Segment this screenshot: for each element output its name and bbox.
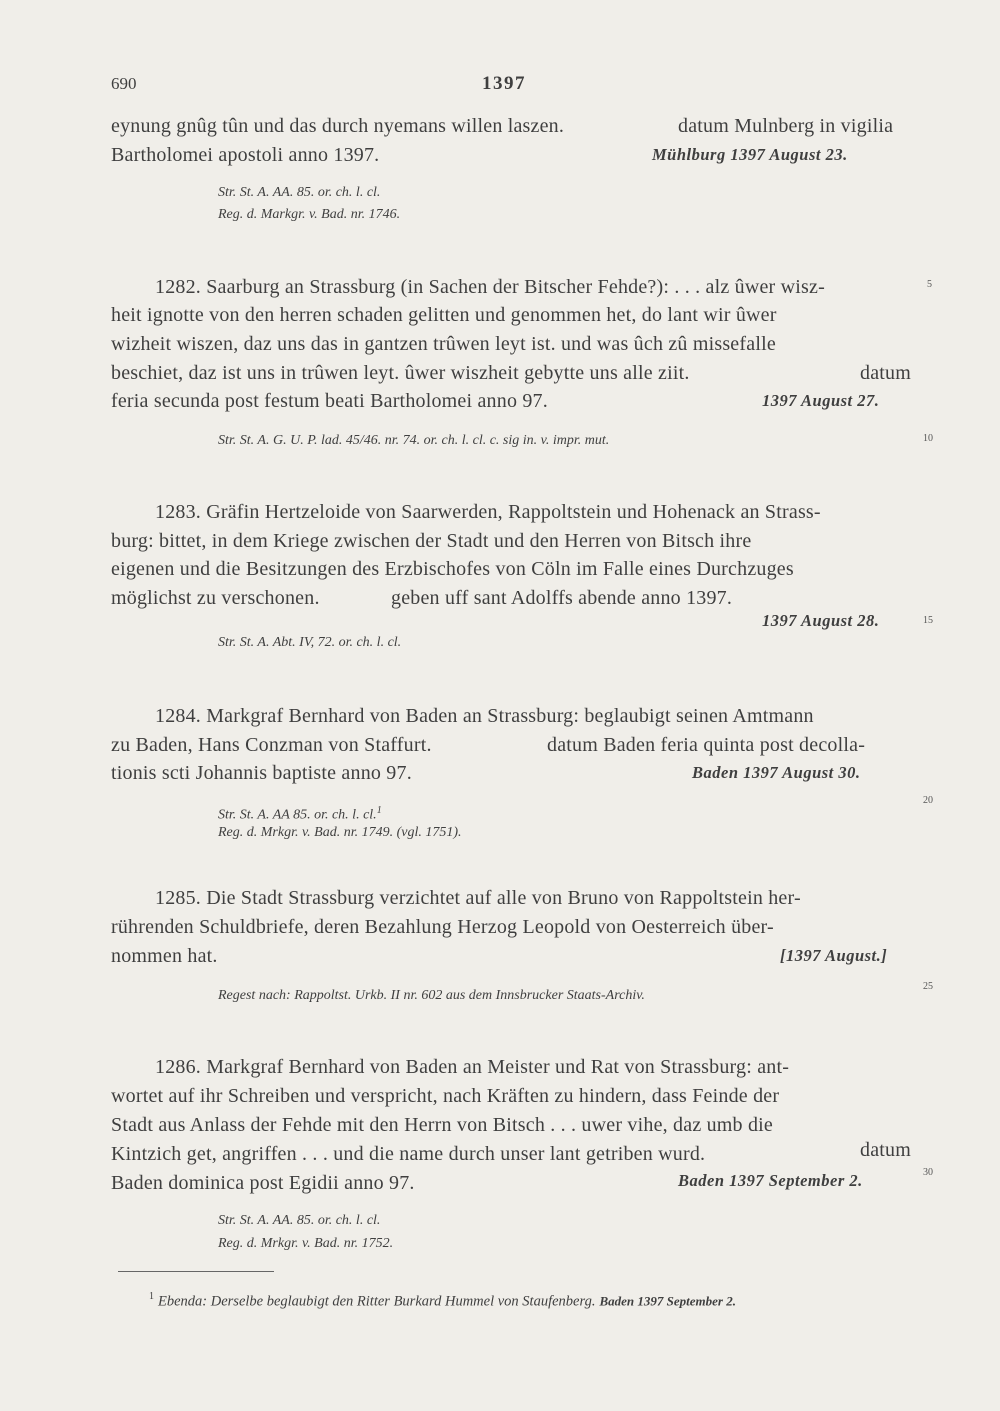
margin-line-number: 20 — [923, 795, 933, 806]
entry-number: 1284. — [155, 705, 201, 727]
entry-1285-heading — [155, 885, 801, 911]
source-line: Reg. d. Markgr. v. Bad. nr. 1746. — [218, 207, 401, 222]
text-line: heit ignotte von den herren schaden gelitten und genommen het, do lant wir ûwer — [111, 304, 777, 326]
text-line: Saarburg an Strassburg (in Sachen der Bitscher Fehde?): . . . alz ûwer wisz- — [206, 276, 825, 298]
entry-date: Baden 1397 August 30. — [692, 763, 861, 782]
text-line: feria secunda post festum beati Bartholomei anno 97. — [111, 390, 548, 412]
margin-line-number: 10 — [923, 433, 933, 444]
source-line: Reg. d. Mrkgr. v. Bad. nr. 1752. — [218, 1236, 394, 1251]
footnote-date: Baden 1397 September 2. — [599, 1293, 736, 1309]
text-line: nommen hat. — [111, 945, 218, 967]
source-line: Str. St. A. Abt. IV, 72. or. ch. l. cl. — [218, 635, 402, 650]
entry-number: 1286. — [155, 1056, 201, 1078]
text-line: Die Stadt Strassburg verzichtet auf alle von Bruno von Rappoltstein her- — [206, 887, 801, 909]
text-line: Kintzich get, angriffen . . . und die name durch unser lant getriben wurd. — [111, 1143, 706, 1165]
text-line: Stadt aus Anlass der Fehde mit den Herrn von Bitsch . . . uwer vihe, daz umb die — [111, 1114, 773, 1136]
margin-line-number: 5 — [927, 279, 932, 290]
entry-1283-heading — [155, 499, 821, 525]
text-line: geben uff sant Adolffs abende anno 1397. — [391, 587, 733, 609]
text-line: datum — [860, 1139, 911, 1161]
entry-number: 1283. — [155, 501, 201, 523]
margin-line-number: 15 — [923, 615, 933, 626]
text-line: datum Baden feria quinta post decolla- — [547, 734, 866, 756]
source-line: Str. St. A. AA. 85. or. ch. l. cl. — [218, 185, 381, 200]
text-line: burg: bittet, in dem Kriege zwischen der Stadt und den Herren von Bitsch ihre — [111, 530, 752, 552]
source-line: Str. St. A. G. U. P. lad. 45/46. nr. 74. or. ch. l. cl. c. sig in. v. impr. mut. — [218, 433, 610, 448]
text-line: eigenen und die Besitzungen des Erzbischofes von Cöln im Falle eines Durchzuges — [111, 558, 794, 580]
text-line: möglichst zu verschonen. — [111, 587, 320, 609]
text-line: Baden dominica post Egidii anno 97. — [111, 1172, 415, 1194]
text-line: rührenden Schuldbriefe, deren Bezahlung Herzog Leopold von Oesterreich über- — [111, 916, 774, 938]
text-line: beschiet, daz ist uns in trûwen leyt. ûwer wiszheit gebytte uns alle ziit. — [111, 362, 690, 384]
margin-line-number: 25 — [923, 981, 933, 992]
text-line: tionis scti Johannis baptiste anno 97. — [111, 762, 412, 784]
entry-date: Mühlburg 1397 August 23. — [652, 145, 848, 164]
entry-date: 1397 August 27. — [762, 391, 880, 410]
text-line: zu Baden, Hans Conzman von Staffurt. — [111, 734, 432, 756]
source-text: Str. St. A. AA 85. or. ch. l. cl. — [218, 807, 377, 823]
margin-line-number: 30 — [923, 1167, 933, 1178]
text-line: datum — [860, 362, 911, 384]
entry-1282-heading — [155, 274, 825, 300]
text-line: Markgraf Bernhard von Baden an Strassburg: beglaubigt seinen Amtmann — [206, 705, 814, 727]
entry-number: 1282. — [155, 276, 201, 298]
text-line: Markgraf Bernhard von Baden an Meister und Rat von Strassburg: ant- — [206, 1056, 790, 1078]
text-line: Bartholomei apostoli anno 1397. — [111, 144, 380, 166]
entry-1286-heading — [155, 1054, 789, 1080]
entry-date: [1397 August.] — [780, 946, 888, 965]
text-line: wortet auf ihr Schreiben und verspricht, nach Kräften zu hindern, dass Feinde der — [111, 1085, 780, 1107]
entry-date: Baden 1397 September 2. — [678, 1171, 863, 1190]
text-line: Gräfin Hertzeloide von Saarwerden, Rappoltstein und Hohenack an Strass- — [206, 501, 821, 523]
footnote-text: Ebenda: Derselbe beglaubigt den Ritter Burkard Hummel von Staufenberg. — [158, 1293, 596, 1310]
text-line: wizheit wiszen, daz uns das in gantzen trûwen leyt ist. und was ûch zû missefalle — [111, 333, 776, 355]
running-header-year: 1397 — [482, 73, 526, 94]
text-line: datum Mulnberg in vigilia — [678, 115, 894, 137]
footnote — [149, 1291, 736, 1310]
footnote-mark: 1 — [149, 1291, 154, 1302]
footnote-ref: 1 — [376, 805, 382, 816]
source-line — [218, 801, 382, 825]
footnote-divider — [118, 1271, 274, 1272]
entry-1284-heading — [155, 703, 814, 729]
source-line: Str. St. A. AA. 85. or. ch. l. cl. — [218, 1213, 381, 1228]
page-number: 690 — [111, 74, 137, 93]
text-line: eynung gnûg tûn und das durch nyemans willen laszen. — [111, 115, 565, 137]
entry-number: 1285. — [155, 887, 201, 909]
source-line: Reg. d. Mrkgr. v. Bad. nr. 1749. (vgl. 1751). — [218, 825, 462, 840]
source-line: Regest nach: Rappoltst. Urkb. II nr. 602 aus dem Innsbrucker Staats-Archiv. — [218, 988, 645, 1003]
entry-date: 1397 August 28. — [762, 611, 880, 630]
